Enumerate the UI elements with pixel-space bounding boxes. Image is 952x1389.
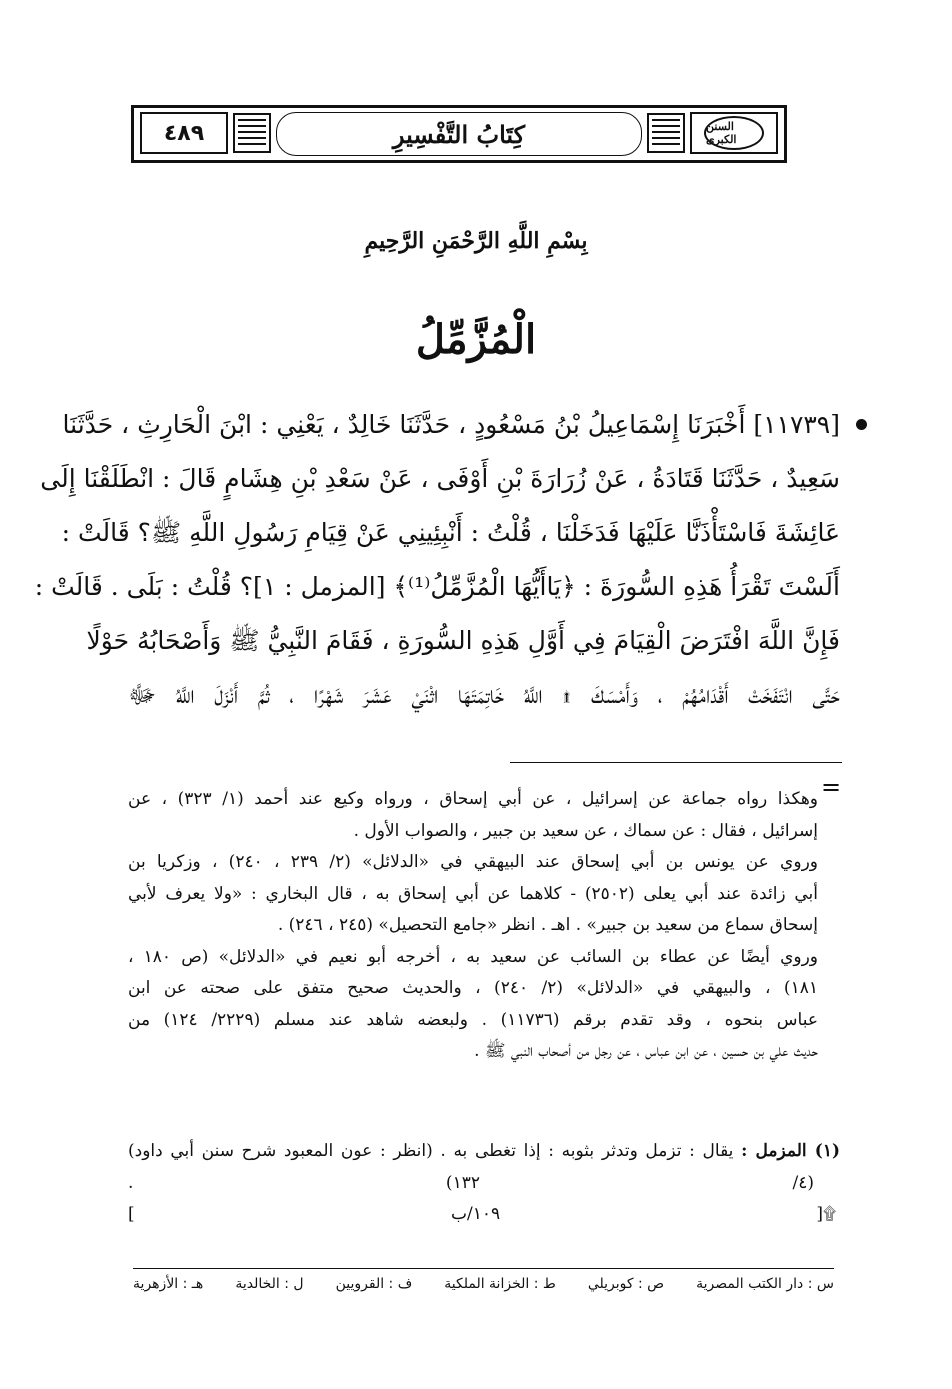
hadith-text [34, 398, 840, 722]
footnote-line: إسرائيل ، فقال : عن سماك ، عن سعيد بن جبير ، والصواب الأول . [353, 820, 818, 841]
hadith-line: سَعِيدٌ ، حَدَّثَنَا قَتَادَةُ ، عَنْ زُرَارَةَ بْنِ أَوْفَى ، عَنْ سَعْدِ بْنِ هِشَامٍ قَالَ : انْطَلَقْنَا إِلَى [40, 464, 840, 493]
surah-title: الْمُزَّمِّلُ [415, 316, 537, 363]
header-title-cartouche [276, 112, 642, 156]
footnotes-block [128, 784, 818, 1068]
hadith-line: عَائِشَةَ فَاسْتَأْذَنَّا عَلَيْهَا فَدَخَلْنَا ، قُلْتُ : أَنْبِئِينِي عَنْ قِيَامِ رَسُولِ اللَّهِ ﷺ؟ قَالَتْ : [61, 518, 840, 547]
header-ornament-left [232, 112, 272, 154]
hadith-line: أَلَسْتَ تَقْرَأُ هَذِهِ السُّورَةَ : ﴿يَاأَيُّهَا الْمُزَّمِّلُ⁽¹⁾﴾ [المزمل : ١]؟ قُلْتُ : بَلَى . قَالَتْ : [34, 572, 840, 601]
hadith-line: حَتَّى انْتَفَخَتْ أَقْدَامُهُمْ ، وَأَمْسَكَ ۩ اللَّهُ خَاتِمَتَهَا اثْنَيْ عَشَرَ شَهْرًا ، ثُمَّ أَنْزَلَ اللَّهُ ﷻ [128, 680, 840, 709]
legend-item: هـ : الأزهرية [133, 1276, 204, 1292]
header-ornament-right [646, 112, 686, 154]
footnote-line: أبي زائدة عند أبي يعلى (٢٥٠٢) - كلاهما عن أبي إسحاق به ، قال البخاري : «ولا يعرف لأبي [128, 883, 818, 904]
logo-text: السنن الكبرى [706, 120, 737, 146]
logo-box [690, 112, 778, 154]
footnote-line: وروي أيضًا عن عطاء بن السائب عن سعيد به ، أخرجه أبو نعيم في «الدلائل» (ص ١٨٠ ، [128, 946, 819, 967]
page-header [131, 105, 787, 163]
footnote-line: عباس بنحوه ، وقد تقدم برقم (١١٧٣٦) . ولبعضه شاهد عند مسلم (٢٢٢٩/ ١٢٤) من [128, 1009, 818, 1030]
footnote-continuation-mark: = [821, 773, 842, 801]
legend-item: س : دار الكتب المصرية [696, 1276, 834, 1292]
folio-mark: ۩[ ١٠٩/ب ] [128, 1204, 836, 1224]
manuscript-legend [133, 1276, 834, 1292]
footnote-line: وروي عن يونس بن أبي إسحاق عند البيهقي في «الدلائل» (٢/ ٢٣٩ ، ٢٤٠) ، وزكريا بن [128, 852, 818, 872]
hadith-line: [١١٧٣٩] أَخْبَرَنَا إِسْمَاعِيلُ بْنُ مَسْعُودٍ ، حَدَّثَنَا خَالِدٌ ، يَعْنِي : ابْنَ الْحَارِثِ ، حَدَّثَنَا [62, 410, 840, 439]
legend-item: ط : الخزانة الملكية [444, 1276, 556, 1292]
footnote-separator [510, 762, 842, 763]
footnote-line: وهكذا رواه جماعة عن إسرائيل ، عن أبي إسحاق ، ورواه وكيع عند أحمد (١/ ٣٢٣) ، عن [128, 789, 819, 809]
hadith-line: فَإِنَّ اللَّهَ افْتَرَضَ الْقِيَامَ فِي أَوَّلِ هَذِهِ السُّورَةِ ، فَقَامَ النَّبِيُّ ﷺ وَأَصْحَابُهُ حَوْلًا [86, 626, 840, 655]
book-title: كِتَابُ التَّفْسِيرِ [392, 119, 526, 149]
legend-separator [133, 1268, 834, 1269]
footnote-1-text: يقال : تزمل وتدثر بثوبه : إذا تغطى به . (انظر : عون المعبود شرح سنن أبي داود) [128, 1141, 734, 1161]
legend-item: ف : القرويين [335, 1276, 413, 1292]
footnote-1 [128, 1136, 840, 1231]
publisher-logo [704, 116, 764, 150]
hadith-bullet [856, 419, 867, 430]
legend-item: ص : كوبريلي [587, 1276, 665, 1292]
footnote-line: حديث علي بن حسين ، عن ابن عباس ، عن رجل من أصحاب النبي ﷺ . [474, 1041, 818, 1061]
footnote-1-label: (١) المزمل : [741, 1141, 841, 1161]
page-number-box [140, 112, 228, 154]
footnote-1-line [128, 1136, 840, 1168]
basmala: بِسْمِ اللَّهِ الرَّحْمَنِ الرَّحِيمِ [364, 228, 588, 254]
page-number: ٤٨٩ [163, 120, 205, 146]
footnote-line: ١٨١) ، والبيهقي في «الدلائل» (٢/ ٢٤٠) ، والحديث صحيح متفق على صحته عن ابن [128, 978, 818, 998]
footnote-line: إسحاق سماع من سعيد بن جبير» . اهـ . انظر «جامع التحصيل» (٢٤٥ ، ٢٤٦) . [277, 915, 818, 935]
footnote-1-line: (٤/ ١٣٢) . [128, 1172, 814, 1193]
legend-item: ل : الخالدية [235, 1276, 304, 1292]
